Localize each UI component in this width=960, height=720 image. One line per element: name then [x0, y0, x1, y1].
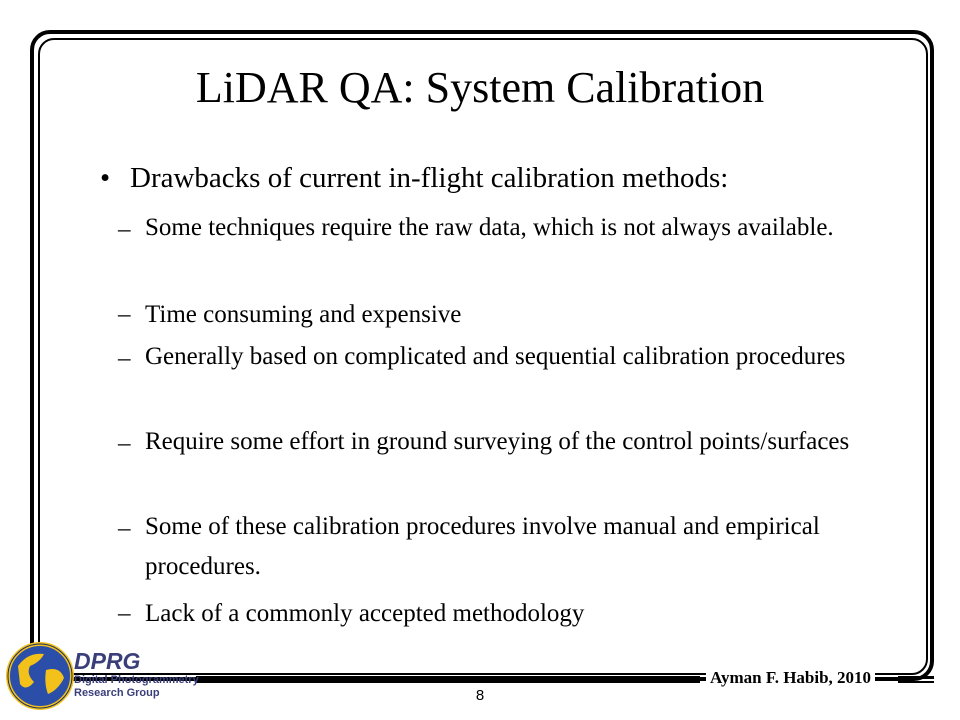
slide-title: LiDAR QA: System Calibration: [195, 63, 765, 112]
sub-bullet-text: Generally based on complicated and sequential calibration procedures: [145, 343, 846, 370]
sub-bullet-text: Lack of a commonly accepted methodology: [145, 600, 585, 627]
footer-author: Ayman F. Habib, 2010: [706, 668, 875, 688]
logo-line-2: Research Group: [74, 687, 160, 699]
footer-rule-left: [196, 676, 700, 683]
sub-bullet-dash: –: [118, 216, 131, 243]
logo-line-1: Digital Photogrammetry: [74, 674, 199, 686]
logo-acronym: DPRG: [74, 648, 141, 674]
main-bullet-text: Drawbacks of current in-flight calibration methods:: [130, 162, 729, 194]
page-number: 8: [475, 687, 485, 704]
sub-bullet-dash: –: [118, 301, 131, 328]
sub-bullet-text: Require some effort in ground surveying of the control points/surfaces: [145, 428, 850, 455]
sub-bullet-text: Some techniques require the raw data, which is not always available.: [145, 214, 834, 241]
sub-bullet-dash: –: [118, 600, 131, 627]
dprg-logo-text: [74, 648, 199, 700]
sub-bullet-text: Some of these calibration procedures involve manual and empirical procedures.: [145, 513, 820, 580]
sub-bullet-dash: –: [118, 430, 131, 457]
bullet-dot: •: [100, 162, 111, 194]
footer-rule-right: [898, 676, 934, 683]
sub-bullet-text: Time consuming and expensive: [145, 301, 462, 328]
sub-bullet-dash: –: [118, 345, 131, 372]
sub-bullet-dash: –: [118, 515, 131, 542]
